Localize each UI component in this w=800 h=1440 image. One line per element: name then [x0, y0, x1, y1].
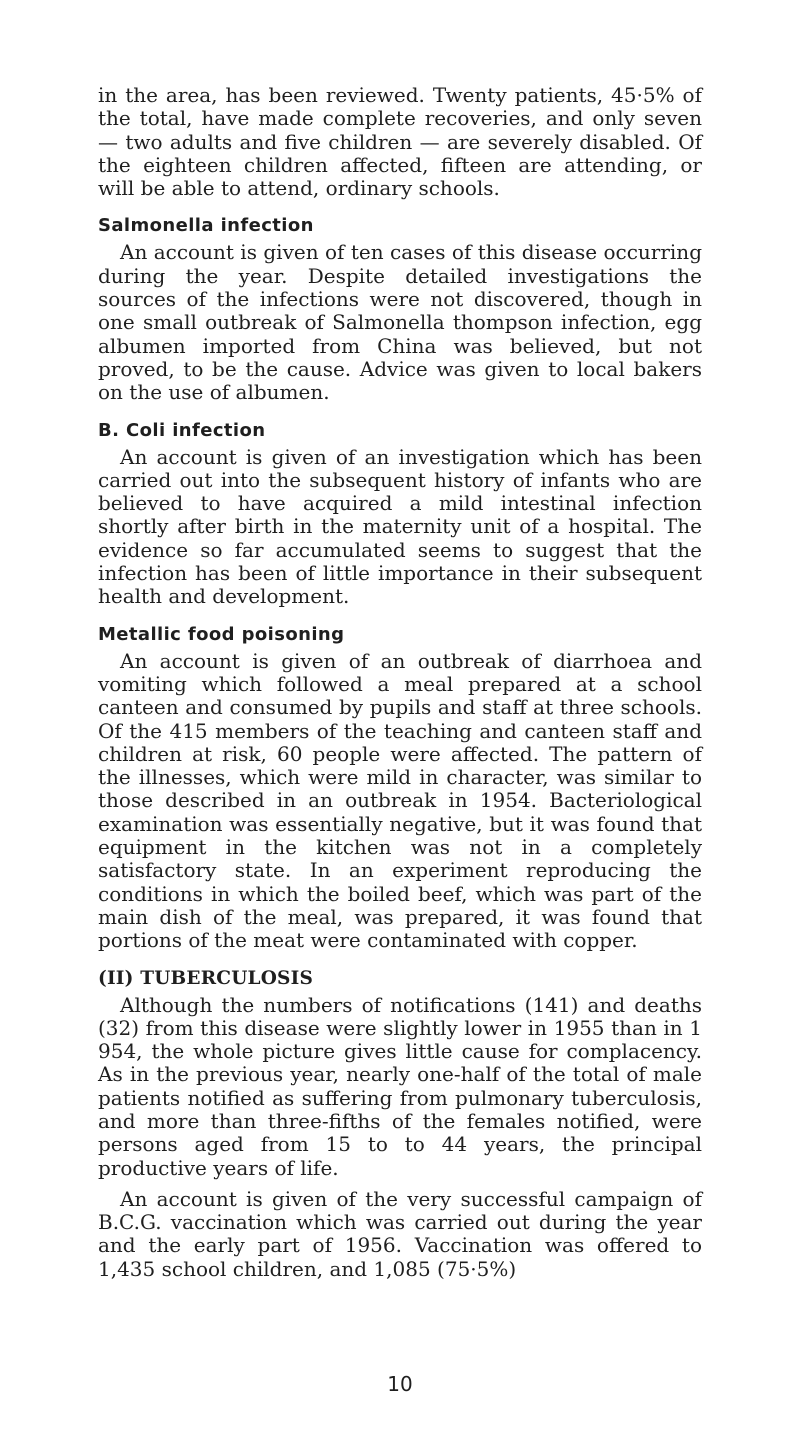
paragraph-metallic-food-poisoning: An account is given of an outbreak of diarrhoea and vomiting which followed a meal prepared at a school canteen and consumed by pupils and staff at three schools. Of the 415 members of the teaching and canteen staff and children at risk, 60 people were affected. The pattern of the illnesses, which were mild in character, was similar to those described in an outbreak in 1954. Bacteriological examination was essentially negative, but it was found that equipment in the kitchen was not in a completely satisfactory state. In an experiment reproducing the conditions in which the boiled beef, which was part of the main dish of the meal, was prepared, it was found that portions of the meat were contaminated with copper.: [98, 648, 702, 953]
paragraph-salmonella: An account is given of ten cases of this disease occurring during the year. Despite detailed investigations the sources of the infections were not discovered, though in one small outbreak of Salmonella thompson infection, egg albumen imported from China was believed, but not proved, to be the cause. Advice was given to local bakers on the use of albumen.: [98, 240, 702, 405]
paragraph-continuation: in the area, has been reviewed. Twenty patients, 45·5% of the total, have made complete recoveries, and only seven — two adults and five children — are severely disabled. Of the eighteen children affected, fifteen are attending, or will be able to attend, ordinary schools.: [98, 83, 702, 201]
heading-tuberculosis: (II) TUBERCULOSIS: [98, 967, 314, 989]
paragraph-tuberculosis: Although the numbers of notifications (141) and deaths (32) from this disease were slightly lower in 1955 than in 1 954, the whole picture gives little cause for complacency. As in the previous year, nearly one-half of the total of male patients notified as suffering from pulmonary tuberculosis, and more than three-fifths of the females notified, were persons aged from 15 to to 44 years, the principal productive years of life.: [98, 992, 702, 1180]
page-number: 10: [387, 1372, 413, 1396]
heading-salmonella-infection: Salmonella infection: [98, 215, 314, 237]
document-body: [98, 84, 702, 1281]
heading-b-coli-infection: B. Coli infection: [98, 419, 266, 441]
paragraph-b-coli: An account is given of an investigation which has been carried out into the subsequent history of infants who are believed to have acquired a mild intestinal infection shortly after birth in the maternity unit of a hospital. The evidence so far accumulated seems to suggest that the infection has been of little importance in their subsequent health and development.: [98, 444, 702, 609]
paragraph-bcg-vaccination: An account is given of the very successful campaign of B.C.G. vaccination which was carried out during the year and the early part of 1956. Vaccination was offered to 1,435 school children, and 1,085 (75·5%): [98, 1186, 702, 1281]
heading-metallic-food-poisoning: Metallic food poisoning: [98, 623, 345, 645]
